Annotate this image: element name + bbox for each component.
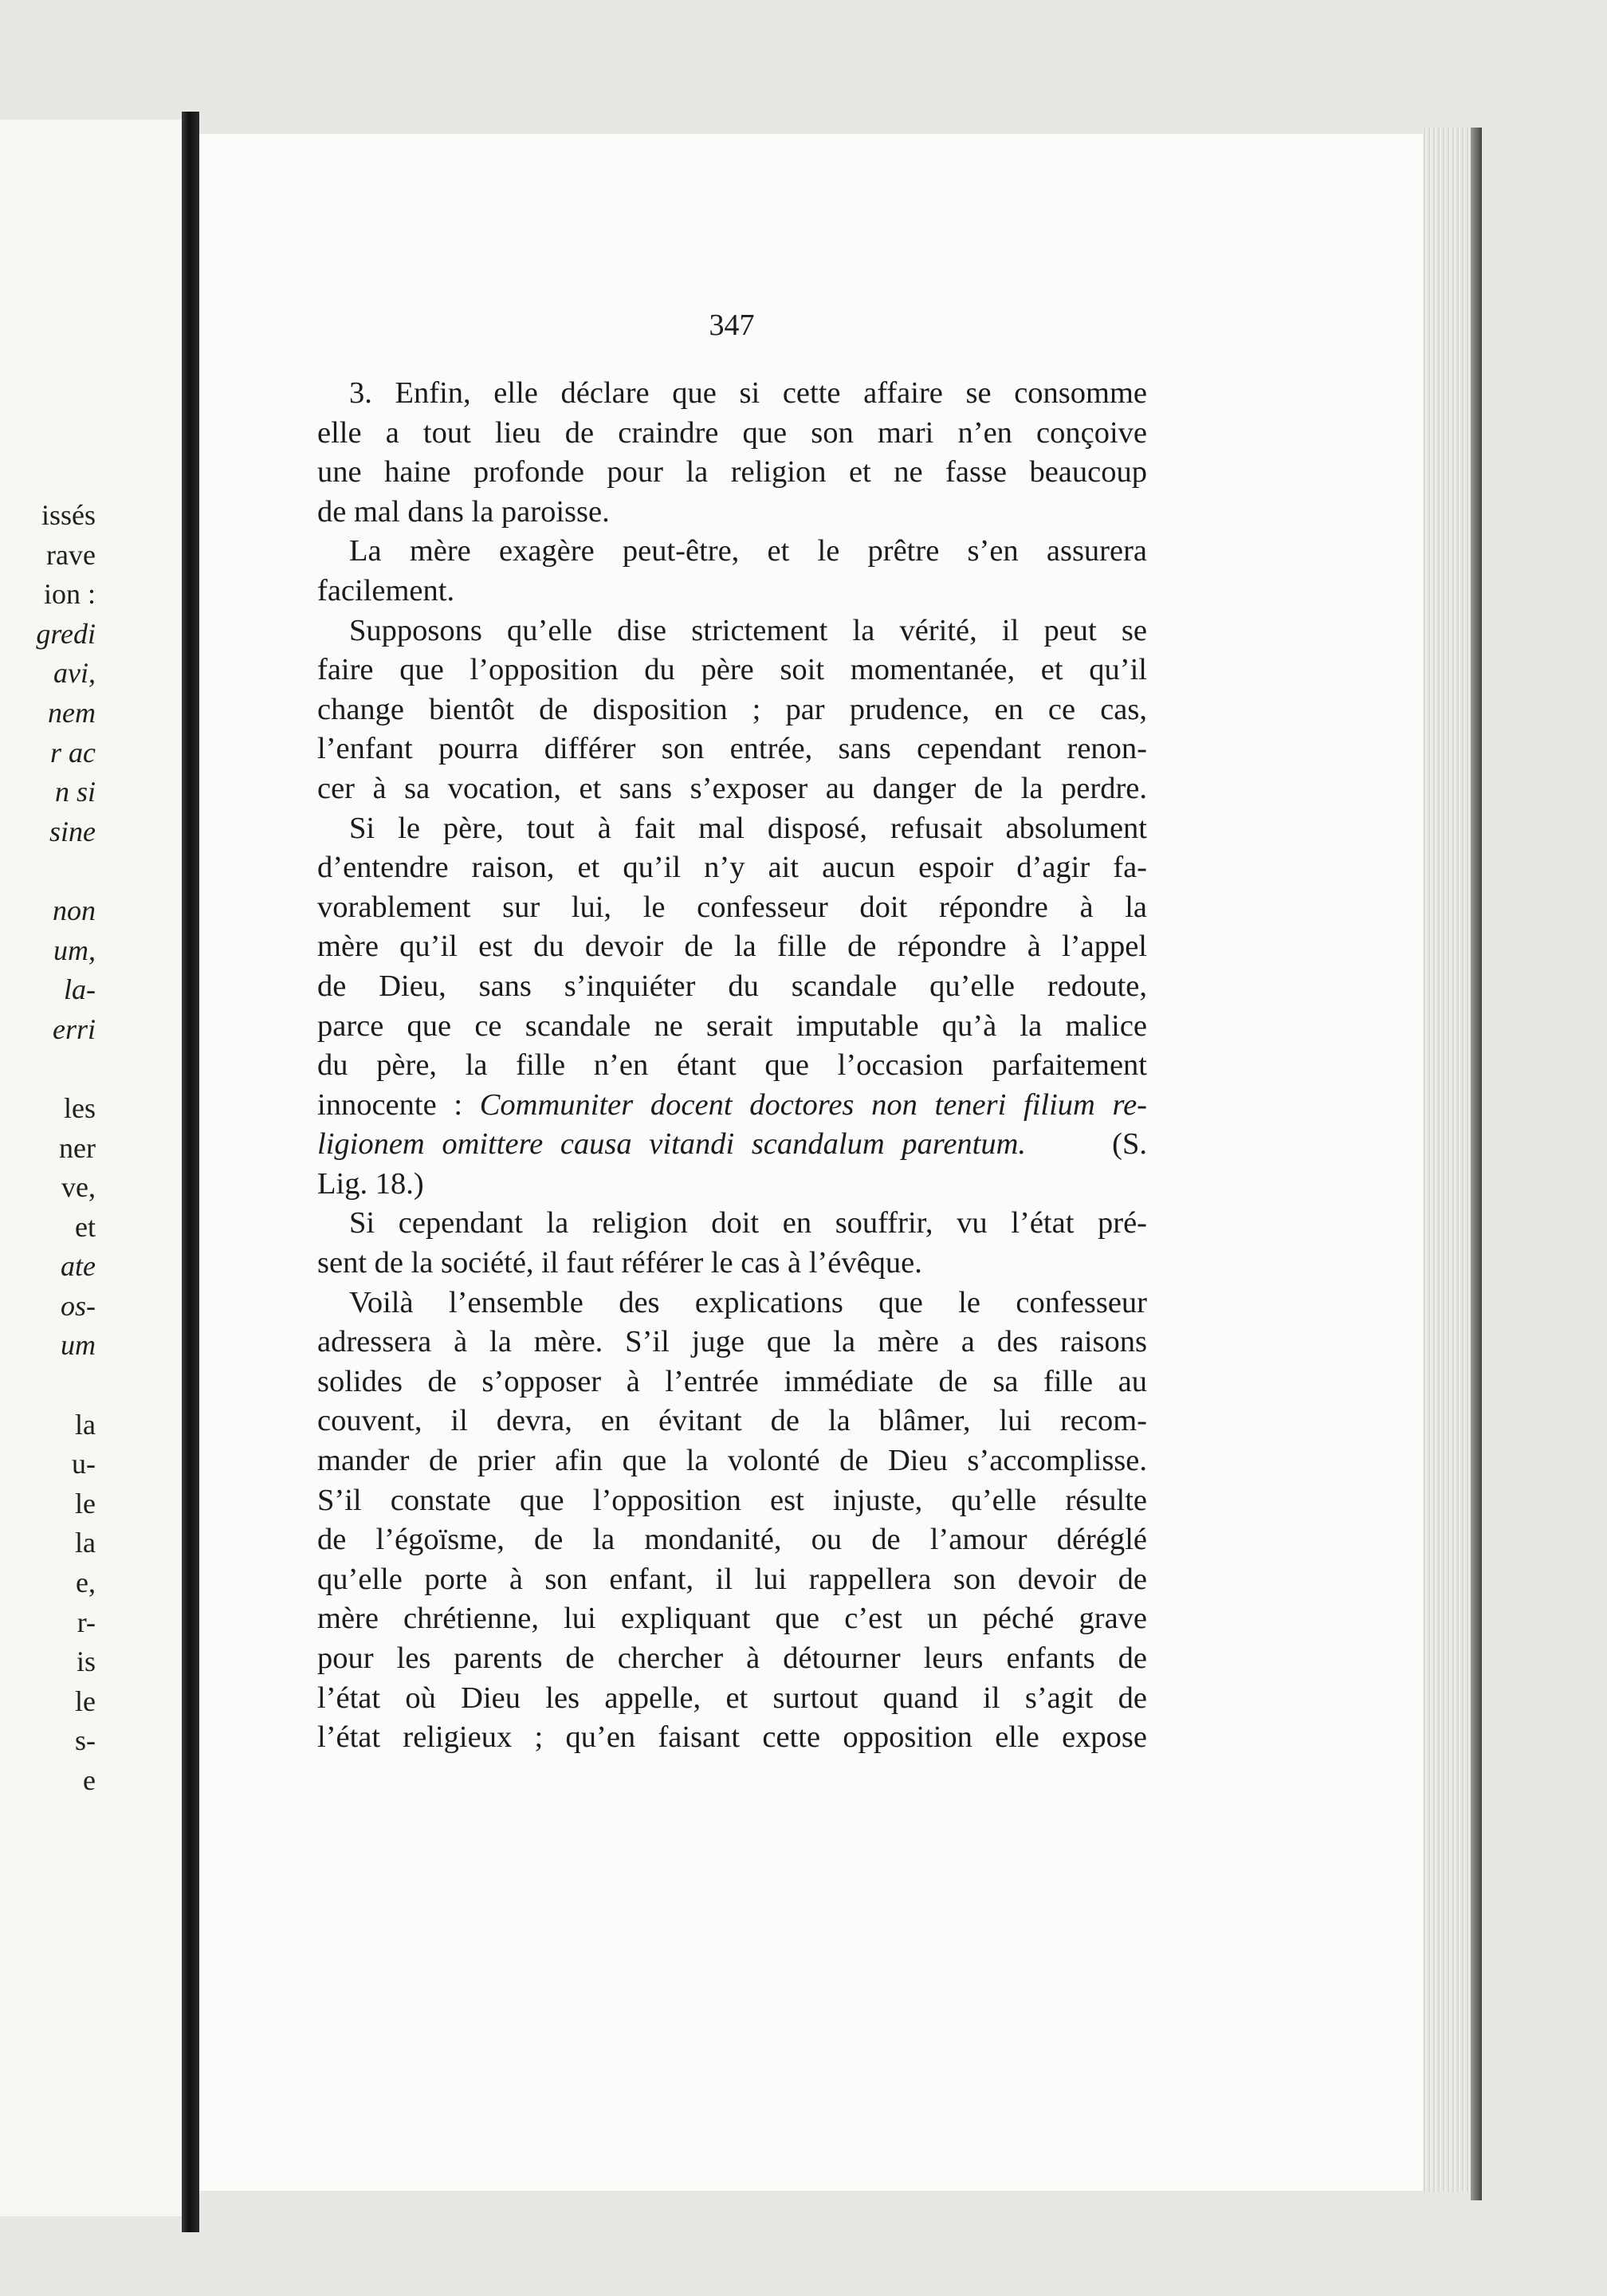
text-line: [317, 453, 1147, 493]
text-line: [317, 1560, 1147, 1600]
text-line-roman: l’enfant pourra différer son entrée, sans cependant renon-: [317, 732, 1147, 766]
left-page-line: r-: [77, 1606, 96, 1638]
text-line-tail: (S.: [1026, 1127, 1147, 1162]
left-page-line: e,: [76, 1567, 96, 1599]
text-line-roman: faire que l’opposition du père soit momentanée, et qu’il: [317, 653, 1147, 687]
left-page-line: les: [64, 1091, 96, 1124]
text-line-roman: mère qu’il est du devoir de la fille de répondre à l’appel: [317, 930, 1147, 964]
text-line-italic: ligionem omittere causa vitandi scandalum parentum.: [317, 1127, 1027, 1162]
text-line: [317, 532, 1147, 572]
text-line-roman: de l’égoïsme, de la mondanité, ou de l’amour déréglé: [317, 1523, 1147, 1557]
left-page-line: [0, 851, 96, 891]
text-line-roman: qu’elle porte à son enfant, il lui rappellera son devoir de: [317, 1562, 1147, 1596]
left-page-line: [0, 1049, 96, 1089]
text-line: [317, 1520, 1147, 1560]
text-line: [317, 888, 1147, 928]
left-page-line: n si: [54, 776, 96, 808]
left-page-line: avi,: [53, 657, 96, 690]
left-page-line: r ac: [50, 736, 96, 769]
text-line-roman: change bientôt de disposition ; par prudence, en ce cas,: [317, 692, 1147, 726]
text-line: [317, 1204, 1147, 1244]
left-page-line: ate: [61, 1250, 96, 1283]
left-page-line: rave: [46, 538, 96, 571]
text-line: [317, 374, 1147, 414]
left-page-line: sine: [49, 815, 96, 847]
left-page-line: e: [83, 1764, 96, 1796]
left-page-line: ve,: [61, 1171, 96, 1204]
text-line: [317, 572, 1147, 611]
text-line: [317, 1323, 1147, 1362]
left-page-line: um: [61, 1329, 96, 1362]
text-line-italic: Communiter docent doctores non teneri filium re-: [479, 1087, 1147, 1122]
left-page-line: erri: [53, 1012, 96, 1045]
text-line: [317, 1284, 1147, 1323]
left-page-line: nem: [48, 696, 96, 729]
text-line-roman: sent de la société, il faut référer le cas à l’évêque.: [317, 1246, 922, 1280]
text-line: [317, 1086, 1147, 1126]
text-line-roman: La mère exagère peut-être, et le prêtre s’en assurera: [349, 534, 1147, 568]
text-line: [317, 1165, 1147, 1205]
text-line-roman: couvent, il devra, en évitant de la blâmer, lui recom-: [317, 1404, 1147, 1438]
text-line: [317, 1402, 1147, 1441]
text-line: [317, 414, 1147, 454]
left-page-line: la: [75, 1408, 96, 1441]
text-line-roman: Lig. 18.): [317, 1166, 424, 1201]
page-number: 347: [709, 309, 755, 342]
text-line: [317, 1679, 1147, 1719]
text-line: [317, 809, 1147, 849]
text-line: [317, 1599, 1147, 1639]
text-line-roman: facilement.: [317, 573, 455, 607]
left-page-line: la: [75, 1527, 96, 1559]
text-line: [317, 967, 1147, 1007]
text-line-roman: Supposons qu’elle dise strictement la vérité, il peut se: [349, 613, 1147, 647]
text-line-roman: mère chrétienne, lui expliquant que c’est un péché grave: [317, 1602, 1147, 1636]
text-line-roman: Voilà l’ensemble des explications que le confesseur: [349, 1285, 1147, 1319]
text-line: [317, 1481, 1147, 1521]
left-page-line: os-: [61, 1289, 96, 1322]
text-line-roman: Si le père, tout à fait mal disposé, refusait absolument: [349, 811, 1147, 845]
left-page-line: ner: [59, 1131, 96, 1164]
text-line-roman: l’état où Dieu les appelle, et surtout quand il s’agit de: [317, 1681, 1147, 1715]
text-line-roman: S’il constate que l’opposition est injuste, qu’elle résulte: [317, 1483, 1147, 1517]
left-page-text: [0, 496, 96, 1801]
text-line-roman: adressera à la mère. S’il juge que la mère a des raisons: [317, 1325, 1147, 1359]
left-page-line: ion :: [43, 578, 96, 611]
text-line-roman: solides de s’opposer à l’entrée immédiate de sa fille au: [317, 1364, 1147, 1398]
text-line: [317, 1125, 1147, 1165]
text-line: [317, 1244, 1147, 1284]
text-line: [317, 729, 1147, 769]
text-line-roman: d’entendre raison, et qu’il n’y ait aucun espoir d’agir fa-: [317, 851, 1147, 885]
left-page-line: la-: [64, 973, 96, 1006]
text-line: [317, 611, 1147, 651]
left-page-line: um,: [53, 934, 96, 966]
page-edges: [1423, 128, 1471, 2192]
left-page-line: et: [75, 1210, 96, 1243]
left-page-line: gredi: [36, 617, 96, 650]
text-line-roman: 3. Enfin, elle déclare que si cette affaire se consomme: [349, 376, 1147, 410]
page-body-text: [317, 374, 1147, 1758]
left-page-line: issés: [41, 499, 96, 531]
left-page-line: s-: [75, 1724, 96, 1757]
text-line: [317, 1362, 1147, 1402]
left-page-line: non: [53, 894, 96, 926]
text-line-roman: du père, la fille n’en étant que l’occasion parfaitement: [317, 1048, 1147, 1083]
text-line-roman: vorablement sur lui, le confesseur doit répondre à la: [317, 890, 1147, 924]
text-line-roman: parce que ce scandale ne serait imputable qu’à la malice: [317, 1008, 1147, 1043]
text-line-roman: de mal dans la paroisse.: [317, 494, 610, 529]
text-line-roman: une haine profonde pour la religion et ne fasse beaucoup: [317, 455, 1147, 489]
text-line-roman: innocente :: [317, 1087, 480, 1122]
left-page-fragment: [0, 120, 183, 2216]
text-line-roman: cer à sa vocation, et sans s’exposer au danger de la perdre.: [317, 771, 1147, 805]
text-line: [317, 1718, 1147, 1758]
text-line-roman: Si cependant la religion doit en souffrir, vu l’état pré-: [349, 1206, 1147, 1240]
text-line-roman: l’état religieux ; qu’en faisant cette opposition elle expose: [317, 1720, 1147, 1755]
text-line: [317, 1007, 1147, 1047]
text-line: [317, 848, 1147, 888]
text-line: [317, 651, 1147, 690]
text-line: [317, 690, 1147, 730]
text-line: [317, 493, 1147, 533]
left-page-line: is: [76, 1645, 96, 1678]
page-edge-shadow: [1471, 128, 1482, 2200]
text-line: [317, 1046, 1147, 1086]
text-line: [317, 1639, 1147, 1679]
text-line-roman: mander de prier afin que la volonté de Dieu s’accomplisse.: [317, 1444, 1147, 1478]
text-line-roman: de Dieu, sans s’inquiéter du scandale qu’elle redoute,: [317, 969, 1147, 1003]
text-line: [317, 927, 1147, 967]
left-page-line: le: [75, 1487, 96, 1520]
text-line-roman: elle a tout lieu de craindre que son mari n’en conçoive: [317, 415, 1147, 450]
left-page-line: le: [75, 1685, 96, 1717]
left-page-line: [0, 1366, 96, 1406]
text-line-roman: pour les parents de chercher à détourner leurs enfants de: [317, 1641, 1147, 1675]
text-line: [317, 1441, 1147, 1481]
book-gutter: [182, 112, 199, 2232]
left-page-line: u-: [72, 1448, 96, 1480]
text-line: [317, 769, 1147, 809]
